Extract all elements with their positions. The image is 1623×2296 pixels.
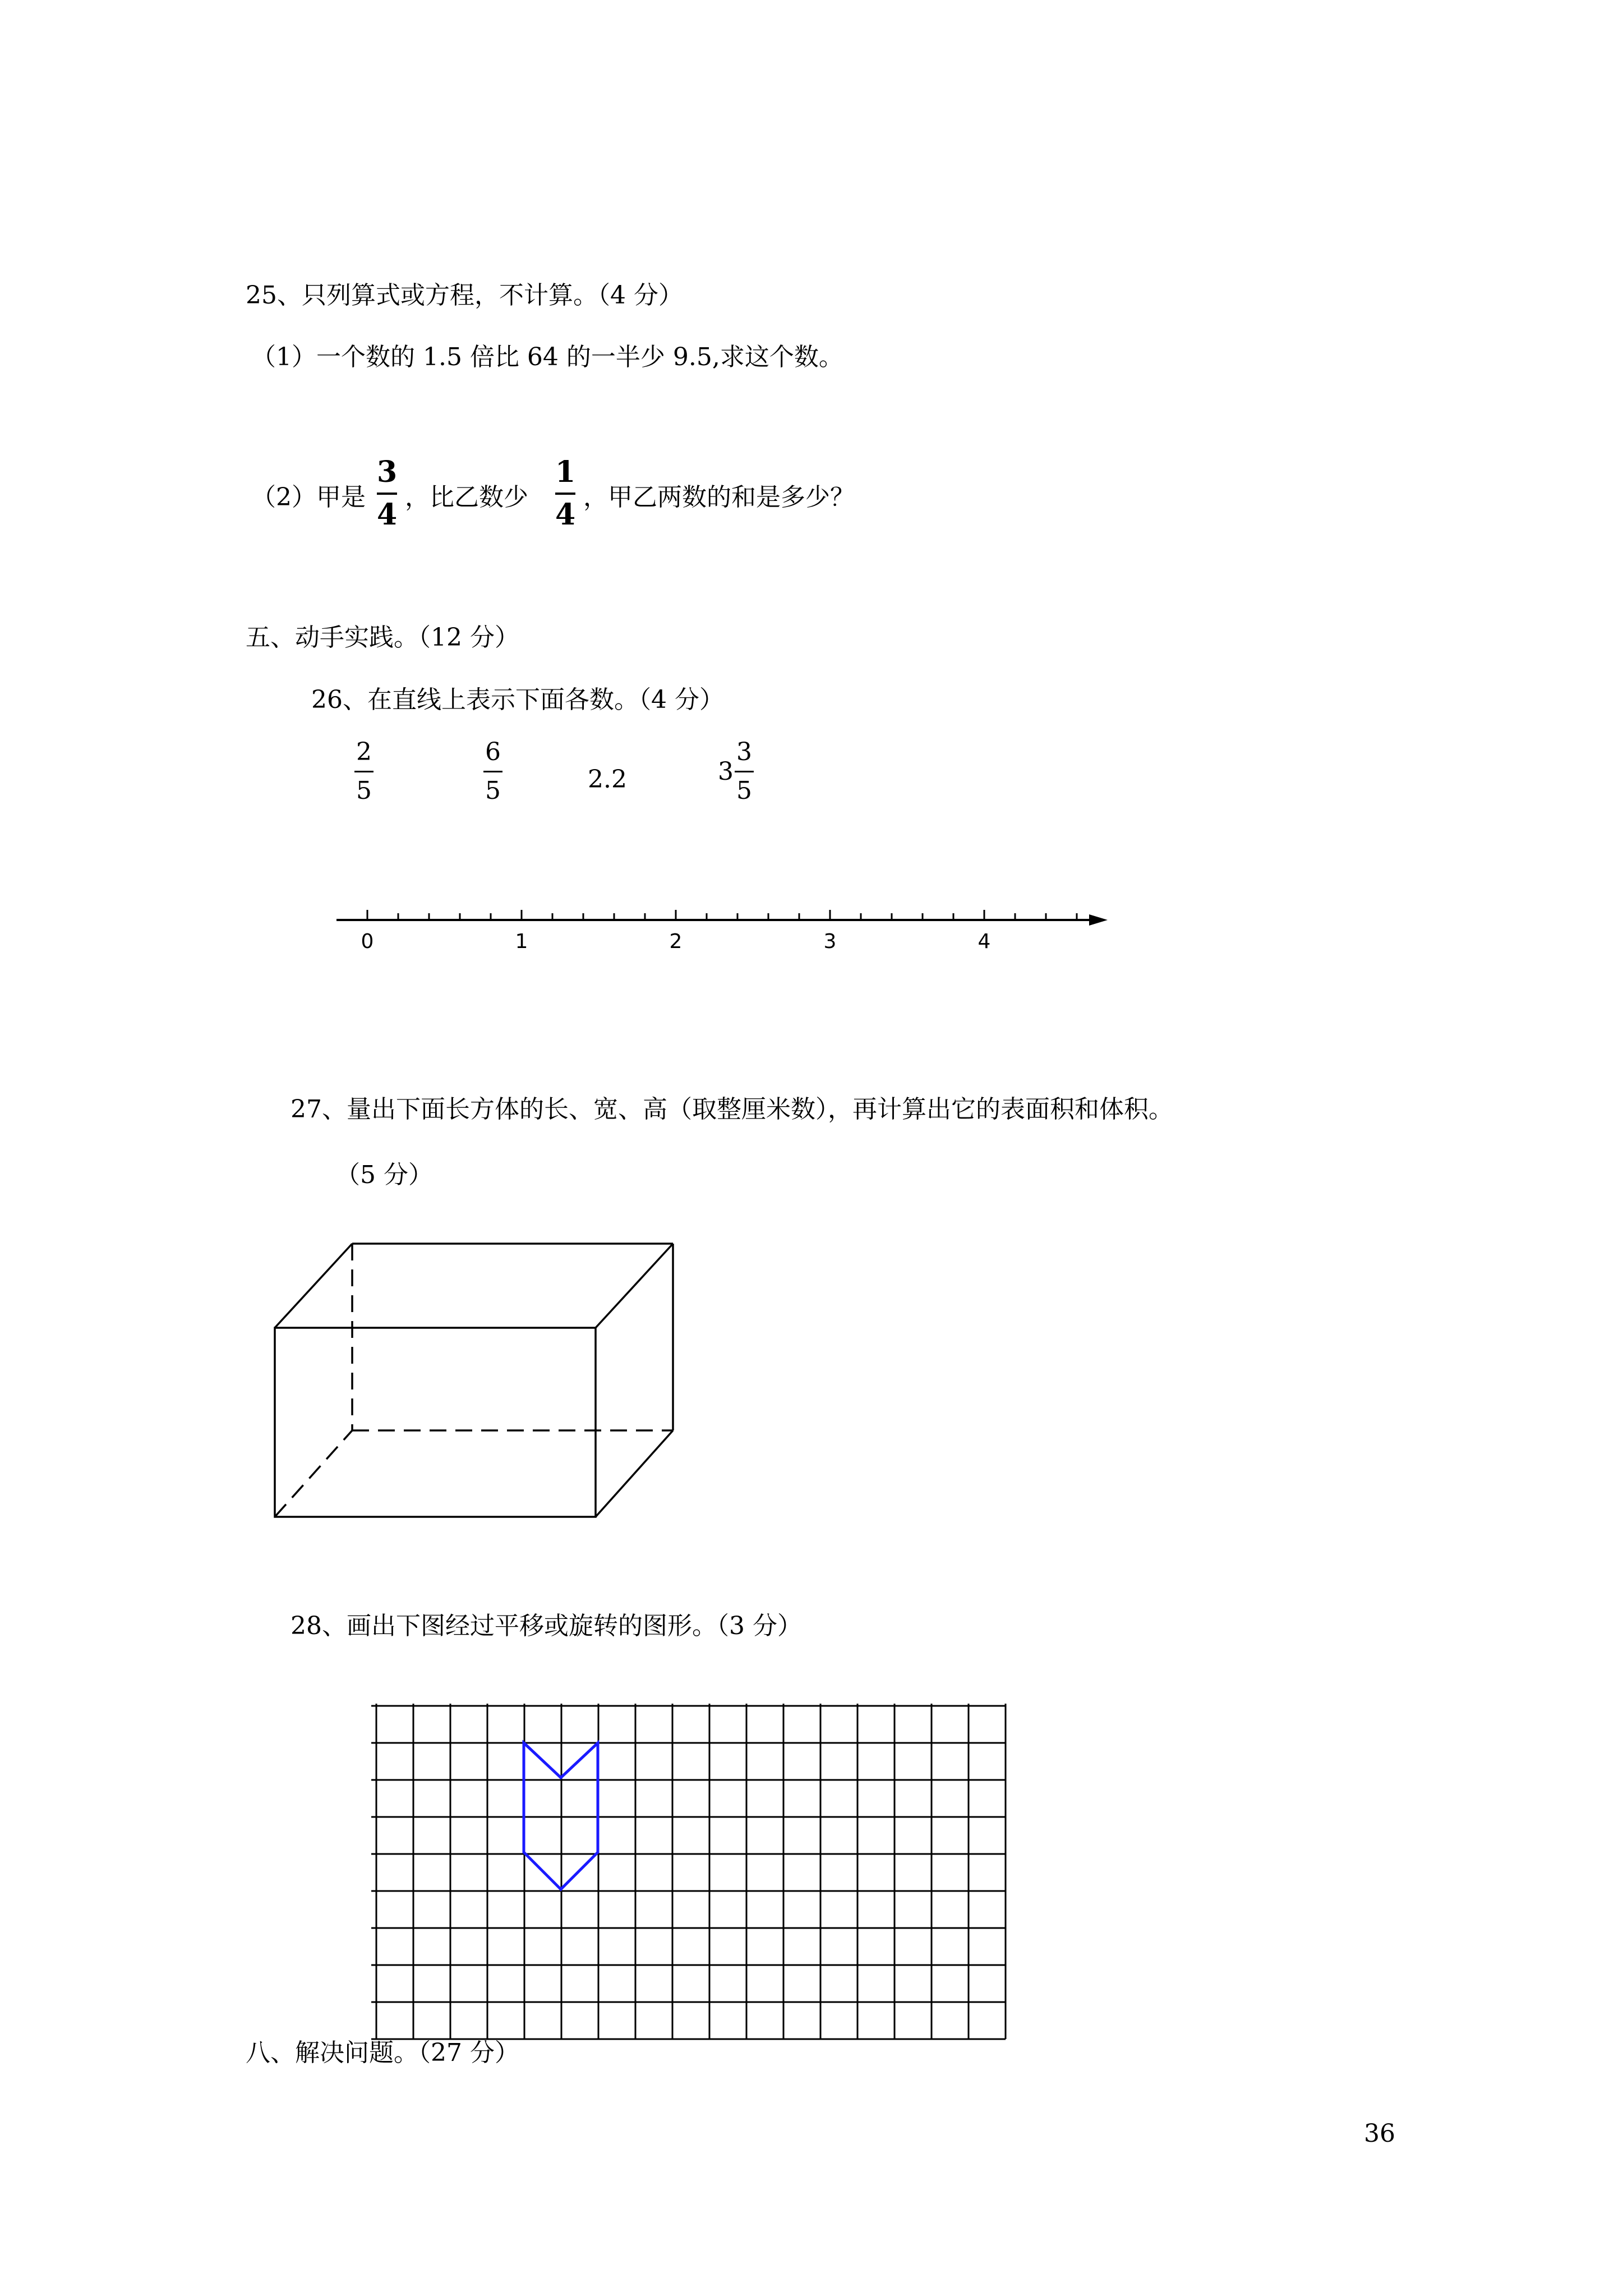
- q25-title: 25、只列算式或方程，不计算。（4 分）: [246, 281, 683, 310]
- fraction-bar: [354, 771, 374, 772]
- fraction-denominator: 4: [555, 498, 576, 532]
- fraction-numerator: 3: [377, 455, 398, 489]
- fraction-numerator: 1: [555, 455, 576, 489]
- q26-mixed-number: [718, 736, 754, 807]
- q25-part2-text-c: ，甲乙两数的和是多少？: [583, 483, 855, 512]
- number-line-label: 3: [823, 930, 837, 953]
- number-line-labels: [361, 930, 991, 953]
- fraction-bar: [555, 493, 575, 495]
- q26-fraction-six-fifths: [483, 736, 502, 807]
- number-line-ticks: [367, 910, 1077, 920]
- fraction-numerator: 3: [736, 738, 752, 766]
- q28-title: 28、画出下图经过平移或旋转的图形。（3 分）: [291, 1612, 802, 1640]
- fraction-bar: [735, 771, 754, 772]
- fraction-bar: [377, 493, 397, 495]
- page-number: 36: [1364, 2119, 1395, 2148]
- fraction-denominator: 5: [356, 776, 372, 805]
- q25-part2-text-a: （2）甲是: [251, 483, 366, 512]
- section-8-title: 八、解决问题。（27 分）: [246, 2039, 519, 2067]
- q27-score: （5 分）: [335, 1161, 433, 1189]
- fraction-denominator: 4: [377, 498, 398, 532]
- number-line-label: 1: [515, 930, 528, 953]
- square-grid: [371, 1703, 1017, 2040]
- q26-title: 26、在直线上表示下面各数。（4 分）: [311, 685, 724, 714]
- number-line: [325, 898, 1122, 965]
- q25-part2-text-b: ，比乙数少: [405, 483, 528, 512]
- q25-part1: （1）一个数的 1.5 倍比 64 的一半少 9.5,求这个数。: [251, 343, 843, 371]
- cuboid-depth-edge-top-left: [275, 1244, 352, 1328]
- q27-title: 27、量出下面长方体的长、宽、高（取整厘米数），再计算出它的表面积和体积。: [291, 1095, 1173, 1124]
- cuboid-depth-edge-bottom-right: [596, 1430, 673, 1517]
- fraction-bar: [483, 771, 502, 772]
- mixed-whole: 3: [718, 757, 734, 786]
- mixed-fraction: [735, 736, 754, 807]
- section-5-title: 五、动手实践。（12 分）: [246, 623, 519, 652]
- cuboid-hidden-depth-edge: [275, 1430, 352, 1517]
- q25-fraction-three-quarters: [377, 455, 397, 532]
- cuboid-figure: [269, 1240, 684, 1531]
- q26-fraction-two-fifths: [354, 736, 374, 807]
- grid-lines: [371, 1704, 1006, 2039]
- cuboid-front-face: [275, 1328, 596, 1517]
- fraction-numerator: 2: [356, 738, 372, 766]
- number-line-label: 2: [669, 930, 683, 953]
- cuboid-depth-edge-top-right: [596, 1244, 673, 1328]
- fraction-denominator: 5: [485, 776, 501, 805]
- number-line-label: 4: [978, 930, 991, 953]
- q26-decimal: 2.2: [588, 765, 627, 794]
- number-line-arrowhead: [1089, 914, 1108, 926]
- q25-fraction-one-quarter: [555, 455, 575, 532]
- fraction-denominator: 5: [736, 776, 752, 805]
- fraction-numerator: 6: [485, 738, 501, 766]
- number-line-label: 0: [361, 930, 374, 953]
